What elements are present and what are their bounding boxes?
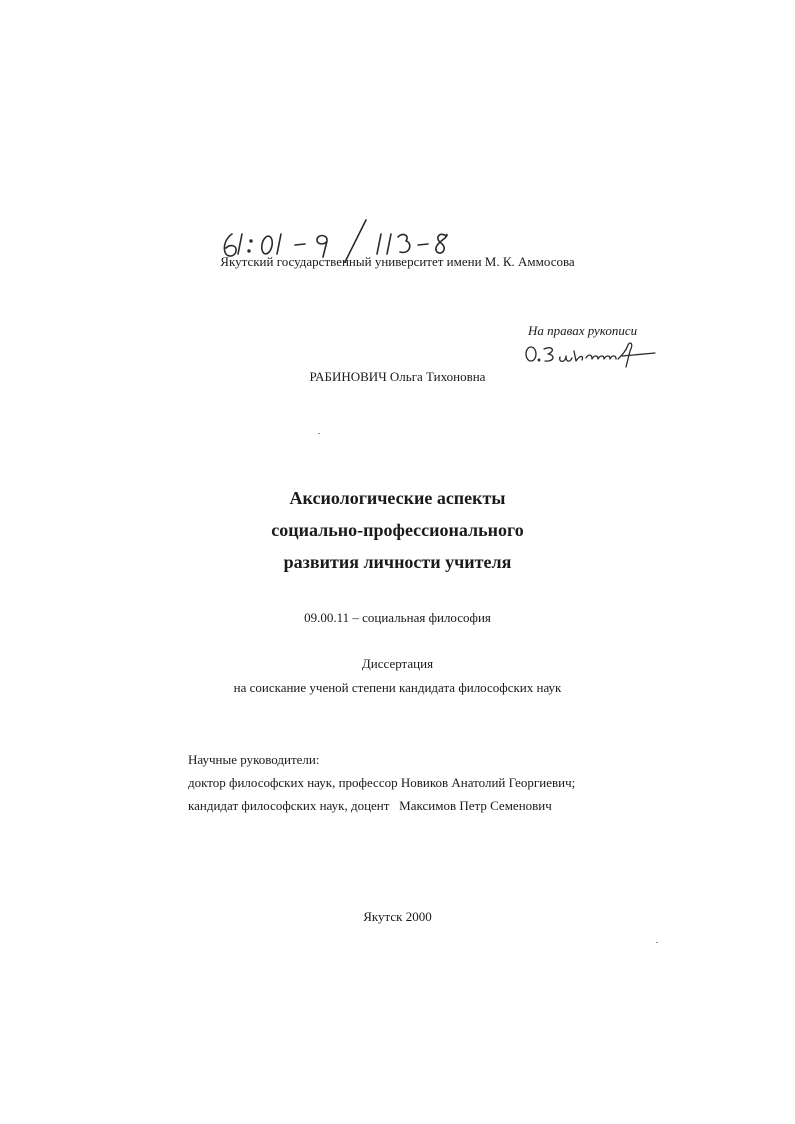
title-line: Аксиологические аспекты: [289, 488, 506, 508]
scientific-advisors: [188, 748, 575, 817]
university-name: Якутский государственный университет имени М. К. Аммосова: [220, 254, 575, 269]
dissertation-title: [0, 482, 795, 578]
advisor-entry: доктор философских наук, профессор Новиков Анатолий Георгиевич;: [188, 775, 576, 790]
handwritten-signature: [522, 337, 657, 369]
degree-description: на соискание ученой степени кандидата философских наук: [233, 680, 562, 695]
rights-note: На правах рукописи: [528, 323, 638, 338]
scan-speck: [318, 433, 320, 434]
specialty-code: 09.00.11 – социальная философия: [304, 610, 491, 625]
scan-speck: [656, 942, 658, 943]
document-type: Диссертация: [361, 656, 434, 671]
title-line: социально-профессионального: [271, 520, 524, 540]
author-name: РАБИНОВИЧ Ольга Тихоновна: [309, 369, 486, 384]
advisor-entry: кандидат философских наук, доцент Максимов Петр Семенович: [188, 798, 552, 813]
advisors-heading: Научные руководители:: [188, 752, 320, 767]
city-and-year: Якутск 2000: [363, 909, 432, 924]
title-line: развития личности учителя: [283, 552, 512, 572]
